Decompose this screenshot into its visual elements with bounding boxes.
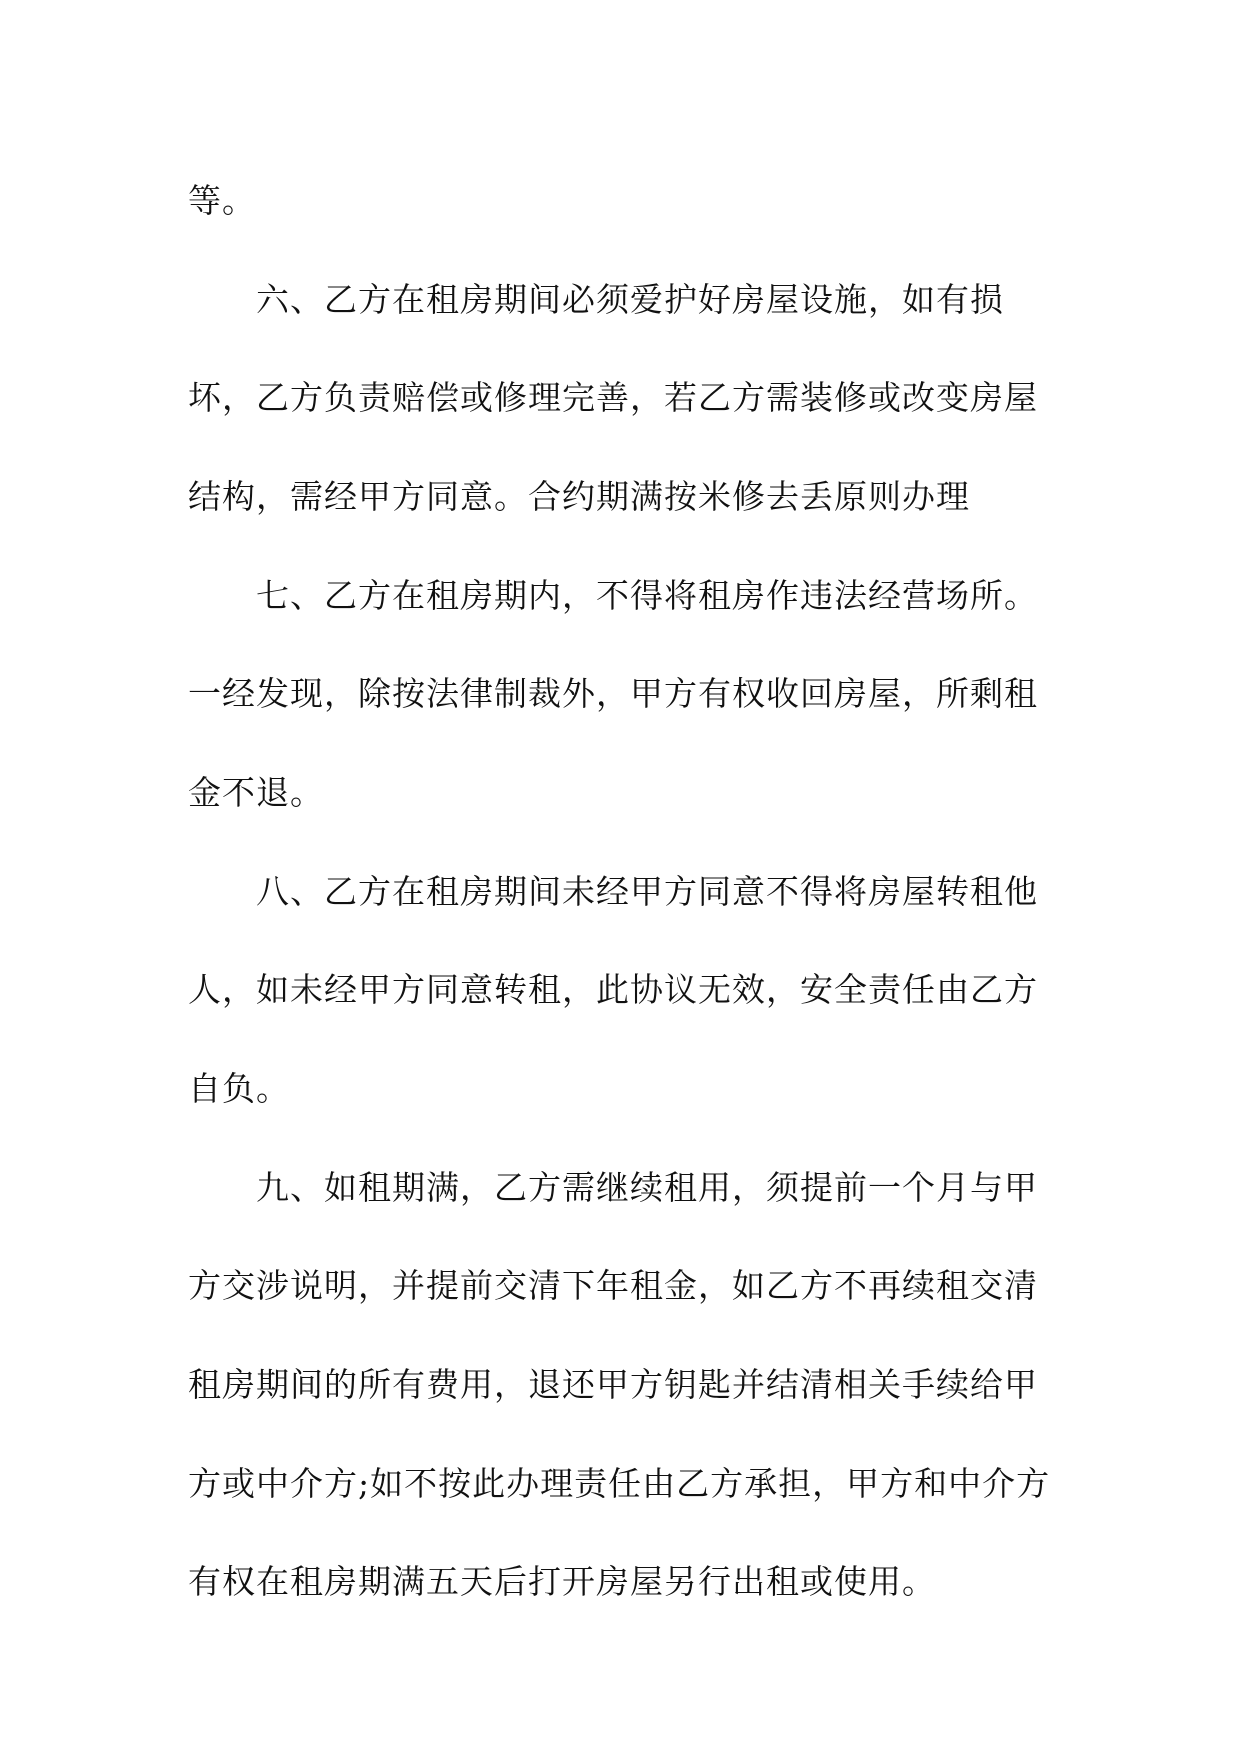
clause-7-line: 七、乙方在租房期内，不得将租房作违法经营场所。 xyxy=(256,576,1038,615)
clause-6-line: 坏，乙方负责赔偿或修理完善，若乙方需装修或改变房屋 xyxy=(188,378,1038,417)
clause-8-line: 自负。 xyxy=(188,1069,290,1108)
clause-9-line: 有权在租房期满五天后打开房屋另行出租或使用。 xyxy=(188,1562,936,1601)
clause-8-line: 八、乙方在租房期间未经甲方同意不得将房屋转租他 xyxy=(256,872,1038,911)
clause-9-line: 租房期间的所有费用，退还甲方钥匙并结清相关手续给甲 xyxy=(188,1365,1038,1404)
clause-9-line: 方或中介方;如不按此办理责任由乙方承担，甲方和中介方 xyxy=(188,1464,1051,1503)
clause-9-line: 方交涉说明，并提前交清下年租金，如乙方不再续租交清 xyxy=(188,1266,1038,1305)
clause-6-line: 六、乙方在租房期间必须爱护好房屋设施，如有损 xyxy=(256,280,1004,319)
clause-9-line: 九、如租期满，乙方需继续租用，须提前一个月与甲 xyxy=(256,1168,1038,1207)
text-line: 等。 xyxy=(188,181,256,220)
clause-8-line: 人，如未经甲方同意转租，此协议无效，安全责任由乙方 xyxy=(188,970,1038,1009)
clause-7-line: 一经发现，除按法律制裁外，甲方有权收回房屋，所剩租 xyxy=(188,674,1038,713)
clause-6-line: 结构，需经甲方同意。合约期满按米修去丢原则办理 xyxy=(188,477,970,516)
clause-7-line: 金不退。 xyxy=(188,773,324,812)
